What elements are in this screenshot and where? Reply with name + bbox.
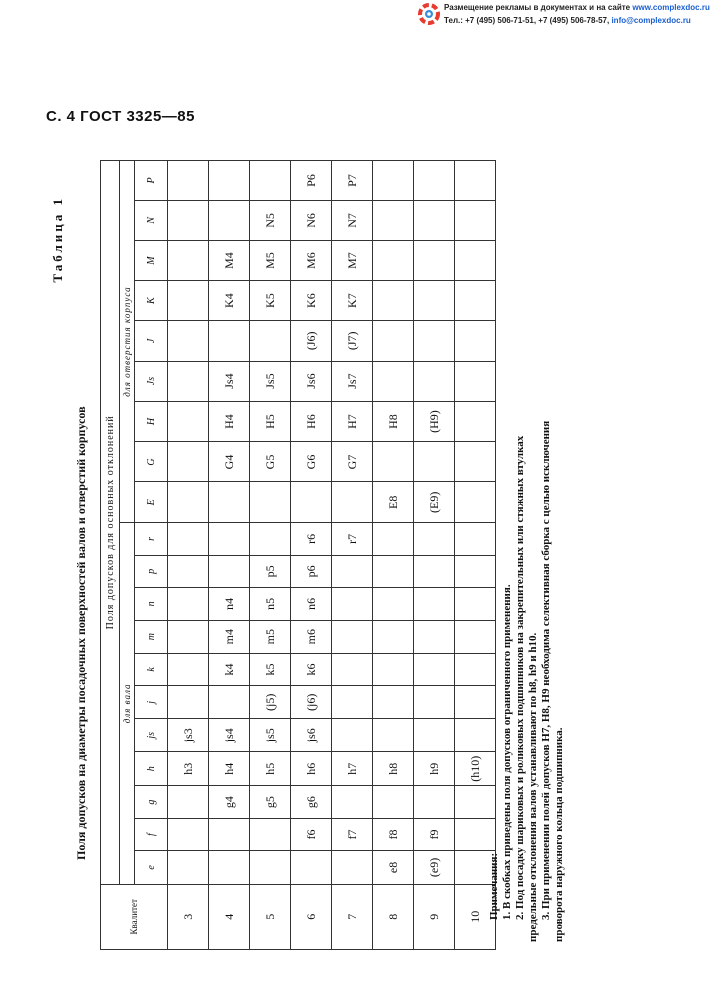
quality-cell: 3 [168,884,209,949]
tolerance-cell: N5 [250,200,291,240]
header-group-shaft: для вала [120,523,135,884]
tolerance-cell: M4 [209,240,250,280]
banner-text-2: Тел.: +7 (495) 506-71-51, +7 (495) 506-78-57, [444,16,612,25]
tolerance-cell: f6 [291,818,332,850]
tolerance-cell [209,555,250,588]
tolerance-cell: p6 [291,555,332,588]
tolerance-cell: g5 [250,786,291,819]
column-header-e-shaft: e [135,851,168,884]
tolerance-cell: H8 [373,401,414,442]
tolerance-cell [414,523,455,555]
tolerance-cell [209,523,250,555]
tolerance-cell [414,653,455,686]
tolerance-cell: (h10) [455,752,496,786]
tolerance-cell: K4 [209,281,250,321]
column-header-n-hole: N [135,200,168,240]
tolerance-cell [414,442,455,482]
quality-cell: 5 [250,884,291,949]
note-1: 1. В скобках приведены поля допусков ограниченного применения. [501,584,513,920]
tolerance-cell [414,240,455,280]
table-row [373,161,414,950]
tolerance-cell [332,482,373,523]
tolerance-cell: N6 [291,200,332,240]
tolerance-cell [168,240,209,280]
tolerance-cell: e8 [373,851,414,884]
tolerance-cell: p5 [250,555,291,588]
tolerance-cell: h4 [209,752,250,786]
tolerance-cell: K7 [332,281,373,321]
tolerance-cell [373,786,414,819]
tolerance-cell [168,401,209,442]
tolerance-cell [414,161,455,201]
tolerance-cell: G4 [209,442,250,482]
tolerance-cell: Js5 [250,361,291,401]
tolerance-cell [168,200,209,240]
tolerance-cell: k6 [291,653,332,686]
tolerance-cell: f8 [373,818,414,850]
column-header-r-shaft: r [135,523,168,555]
tolerance-cell [209,851,250,884]
column-header-f-shaft: f [135,818,168,850]
tolerance-cell [168,686,209,719]
tolerance-cell [414,786,455,819]
tolerance-cell: h3 [168,752,209,786]
tolerance-cell: Js7 [332,361,373,401]
tolerance-cell [168,442,209,482]
tolerance-cell: k4 [209,653,250,686]
tolerance-cell: (J6) [291,321,332,361]
tolerance-cell [332,653,373,686]
tolerance-cell: js6 [291,719,332,752]
tolerance-cell: (e9) [414,851,455,884]
tolerance-cell [373,200,414,240]
table-row [291,161,332,950]
tolerance-cell: M6 [291,240,332,280]
tolerance-cell: M7 [332,240,373,280]
banner-text-1: Размещение рекламы в документах и на сайте [444,3,633,12]
tolerance-cell [414,719,455,752]
tolerance-cell [373,442,414,482]
tolerance-cell [250,818,291,850]
quality-cell: 4 [209,884,250,949]
tolerance-cell [168,523,209,555]
tolerance-cell [332,786,373,819]
tolerance-cell [373,161,414,201]
table-row [250,161,291,950]
rotated-page [40,160,620,950]
tolerance-cell: m6 [291,620,332,653]
tolerance-cell [414,588,455,621]
column-header-e-hole: E [135,482,168,523]
tolerance-cell [168,555,209,588]
tolerance-cell [373,361,414,401]
tolerance-cell [373,686,414,719]
tolerance-cell [168,361,209,401]
tolerance-cell: f7 [332,818,373,850]
tolerance-cell: H6 [291,401,332,442]
tolerance-cell: h8 [373,752,414,786]
table-body [168,161,496,950]
note-3a: 3. При применении полей допусков H7, H8, H9 необходима селективная сборка с целью исключения [540,420,552,920]
tolerance-cell [209,686,250,719]
tolerance-cell: M5 [250,240,291,280]
tolerance-cell [209,818,250,850]
tolerance-cell: g4 [209,786,250,819]
tolerance-cell: (j6) [291,686,332,719]
tolerance-cell [373,588,414,621]
tolerance-cell [209,482,250,523]
tolerance-cell: E8 [373,482,414,523]
tolerance-cell [250,523,291,555]
tolerance-cell: k5 [250,653,291,686]
tolerance-cell [250,482,291,523]
tolerance-cell [332,719,373,752]
table-row [414,161,455,950]
note-2b: предельные отклонения валов устанавливают по h8, h9 и h10. [527,632,539,942]
tolerance-cell: H7 [332,401,373,442]
tolerance-cell [291,482,332,523]
tolerance-cell: H5 [250,401,291,442]
tolerance-cell: r6 [291,523,332,555]
tolerance-cell: m4 [209,620,250,653]
tolerance-cell: (H9) [414,401,455,442]
tolerance-cell: P6 [291,161,332,201]
tolerance-cell [250,161,291,201]
site-link[interactable]: www.complexdoc.ru [632,3,710,12]
tolerance-cell: js3 [168,719,209,752]
column-header-n-shaft: n [135,588,168,621]
column-header-m-hole: M [135,240,168,280]
column-header-h-hole: H [135,401,168,442]
tolerance-cell: h7 [332,752,373,786]
tolerance-cell [332,555,373,588]
tolerance-cell [414,281,455,321]
tolerance-cell [209,321,250,361]
tolerance-cell [414,200,455,240]
tolerance-cell: (j5) [250,686,291,719]
tolerance-cell: h9 [414,752,455,786]
tolerance-cell [250,851,291,884]
quality-cell: 6 [291,884,332,949]
tolerance-cell [373,653,414,686]
tolerance-cell: n4 [209,588,250,621]
tolerance-cell [209,200,250,240]
tolerance-cell [332,588,373,621]
ad-banner [412,0,711,28]
tolerance-cell: g6 [291,786,332,819]
note-2a: 2. Под посадку шариковых и роликовых подшипников на закрепительных или стяжных втулках [514,435,526,920]
tolerance-cell [209,161,250,201]
table-row [168,161,209,950]
tolerance-cell [250,321,291,361]
note-3b: проворота наружного кольца подшипника. [553,727,565,942]
tolerance-cell: f9 [414,818,455,850]
quality-cell: 9 [414,884,455,949]
tolerance-cell: H4 [209,401,250,442]
tolerance-cell: G5 [250,442,291,482]
notes [488,172,566,942]
tolerance-cell: h6 [291,752,332,786]
notes-heading: Примечания: [488,852,500,920]
tolerance-cell: n6 [291,588,332,621]
tolerance-cell [291,851,332,884]
tolerance-cell [168,482,209,523]
tolerance-cell [373,281,414,321]
table-row [332,161,373,950]
tolerance-cell: K5 [250,281,291,321]
tolerance-cell: r7 [332,523,373,555]
header-group-main: Поля допусков для основных отклонений [101,161,120,885]
tolerance-cell: h5 [250,752,291,786]
tolerance-cell [168,851,209,884]
column-header-k-hole: K [135,281,168,321]
tolerance-table [100,160,496,950]
tolerance-cell [414,321,455,361]
tolerance-cell [414,686,455,719]
tolerance-cell: m5 [250,620,291,653]
column-header-g-shaft: g [135,786,168,819]
tolerance-cell [168,588,209,621]
tolerance-cell [168,321,209,361]
tolerance-cell [414,555,455,588]
table-label: Таблица 1 [50,196,65,283]
tolerance-cell [373,620,414,653]
column-header-k-shaft: k [135,653,168,686]
page-header: С. 4 ГОСТ 3325—85 [46,108,195,125]
quality-cell: 8 [373,884,414,949]
tolerance-cell: (E9) [414,482,455,523]
tolerance-cell [168,653,209,686]
table-row [209,161,250,950]
tolerance-cell [168,786,209,819]
tolerance-cell [168,281,209,321]
tolerance-cell: N7 [332,200,373,240]
tolerance-cell [373,240,414,280]
tolerance-cell [168,620,209,653]
banner-line-2 [444,16,691,25]
column-header-j-shaft: j [135,686,168,719]
quality-cell: 7 [332,884,373,949]
banner-line-1 [444,3,710,12]
tolerance-cell [373,555,414,588]
tolerance-cell: n5 [250,588,291,621]
column-header-m-shaft: m [135,620,168,653]
tolerance-cell [414,620,455,653]
tolerance-cell: (J7) [332,321,373,361]
tolerance-cell: G6 [291,442,332,482]
tolerance-cell: G7 [332,442,373,482]
header-quality: Квалитет [101,884,168,949]
tolerance-cell [373,321,414,361]
tolerance-cell [414,361,455,401]
tolerance-cell [332,620,373,653]
tolerance-cell [168,818,209,850]
quality-cell: 10 [455,884,496,949]
tolerance-cell: Js4 [209,361,250,401]
tolerance-cell: js4 [209,719,250,752]
complexdoc-logo-icon [418,3,440,25]
tolerance-cell [373,523,414,555]
tolerance-cell: js5 [250,719,291,752]
tolerance-cell [332,686,373,719]
tolerance-cell: P7 [332,161,373,201]
header-group-hole: для отверстия корпуса [120,161,135,523]
column-header-g-hole: G [135,442,168,482]
tolerance-cell [168,161,209,201]
column-header-p-hole: P [135,161,168,201]
column-header-js-hole: Js [135,361,168,401]
email-link[interactable]: info@complexdoc.ru [611,16,691,25]
tolerance-cell: Js6 [291,361,332,401]
column-header-row [135,161,168,950]
tolerance-cell [373,719,414,752]
column-header-h-shaft: h [135,752,168,786]
column-header-j-hole: J [135,321,168,361]
column-header-p-shaft: p [135,555,168,588]
table-title: Поля допусков на диаметры посадочных поверхностей валов и отверстий корпусов [74,406,88,860]
column-header-js-shaft: js [135,719,168,752]
tolerance-cell: K6 [291,281,332,321]
tolerance-cell [332,851,373,884]
